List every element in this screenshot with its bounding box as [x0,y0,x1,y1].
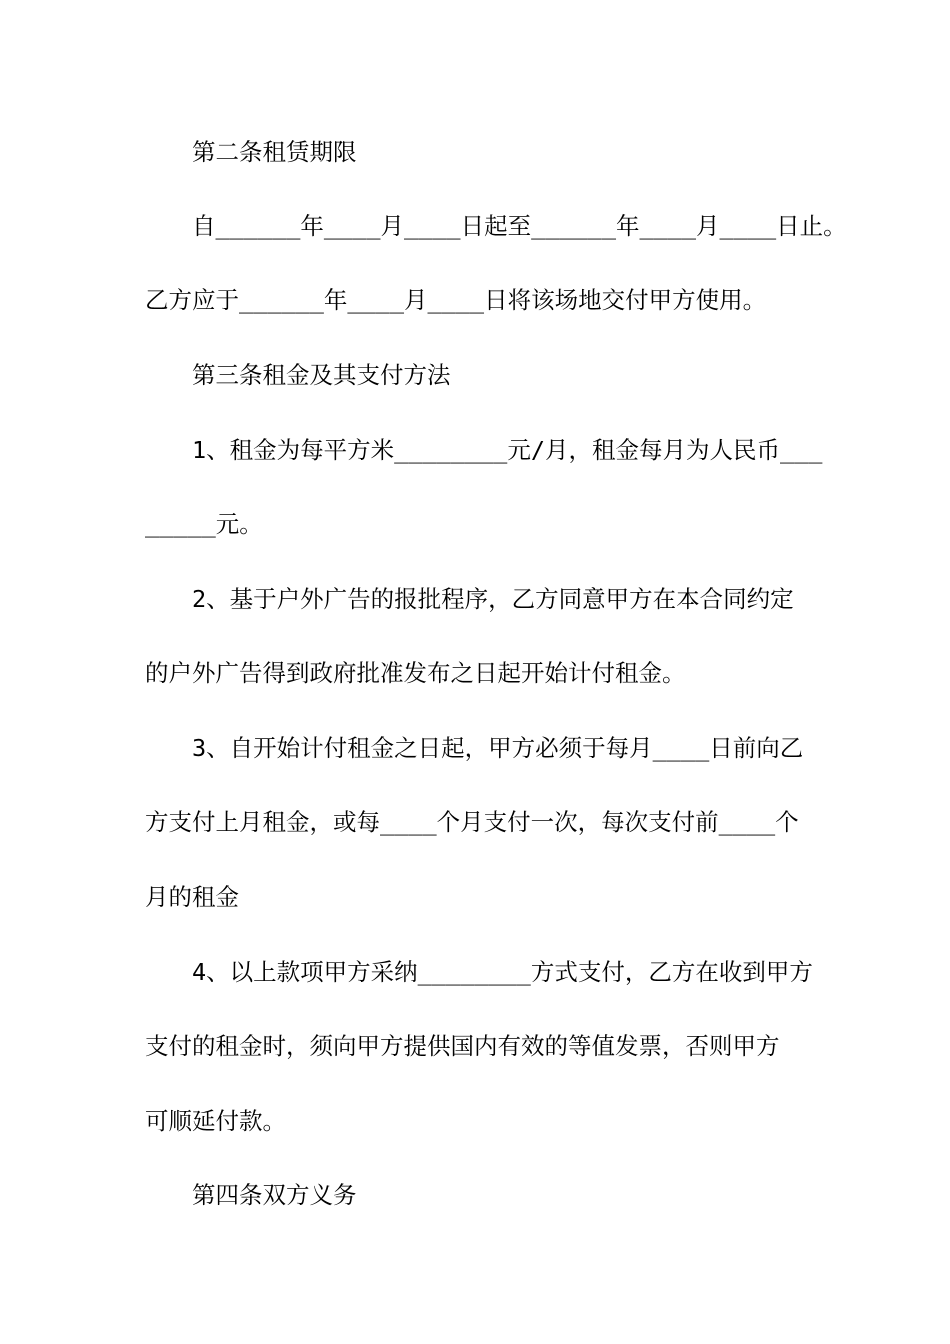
heading-article-2: 第二条租赁期限 [192,138,357,166]
paragraph-lease-term: 自______年____月____日起至______年____月____日止。 [192,212,847,240]
paragraph-item-4-line-2: 支付的租金时，须向甲方提供国内有效的等值发票，否则甲方 [145,1032,780,1060]
paragraph-item-3-line-3: 月的租金 [145,883,239,911]
paragraph-item-4-line-1: 4、以上款项甲方采纳________方式支付，乙方在收到甲方 [192,958,813,986]
paragraph-item-1-line-1: 1、租金为每平方米________元/月，租金每月为人民币___ [192,436,823,464]
paragraph-item-1-line-2: _____元。 [145,510,263,538]
paragraph-item-4-line-3: 可顺延付款。 [145,1107,286,1135]
paragraph-item-3-line-2: 方支付上月租金，或每____个月支付一次，每次支付前____个 [145,808,799,836]
heading-article-4: 第四条双方义务 [192,1181,357,1209]
paragraph-item-2-line-2: 的户外广告得到政府批准发布之日起开始计付租金。 [145,659,686,687]
paragraph-delivery-date: 乙方应于______年____月____日将该场地交付甲方使用。 [145,286,767,314]
paragraph-item-2-line-1: 2、基于户外广告的报批程序，乙方同意甲方在本合同约定 [192,585,794,613]
heading-article-3: 第三条租金及其支付方法 [192,361,451,389]
paragraph-item-3-line-1: 3、自开始计付租金之日起，甲方必须于每月____日前向乙 [192,734,804,762]
